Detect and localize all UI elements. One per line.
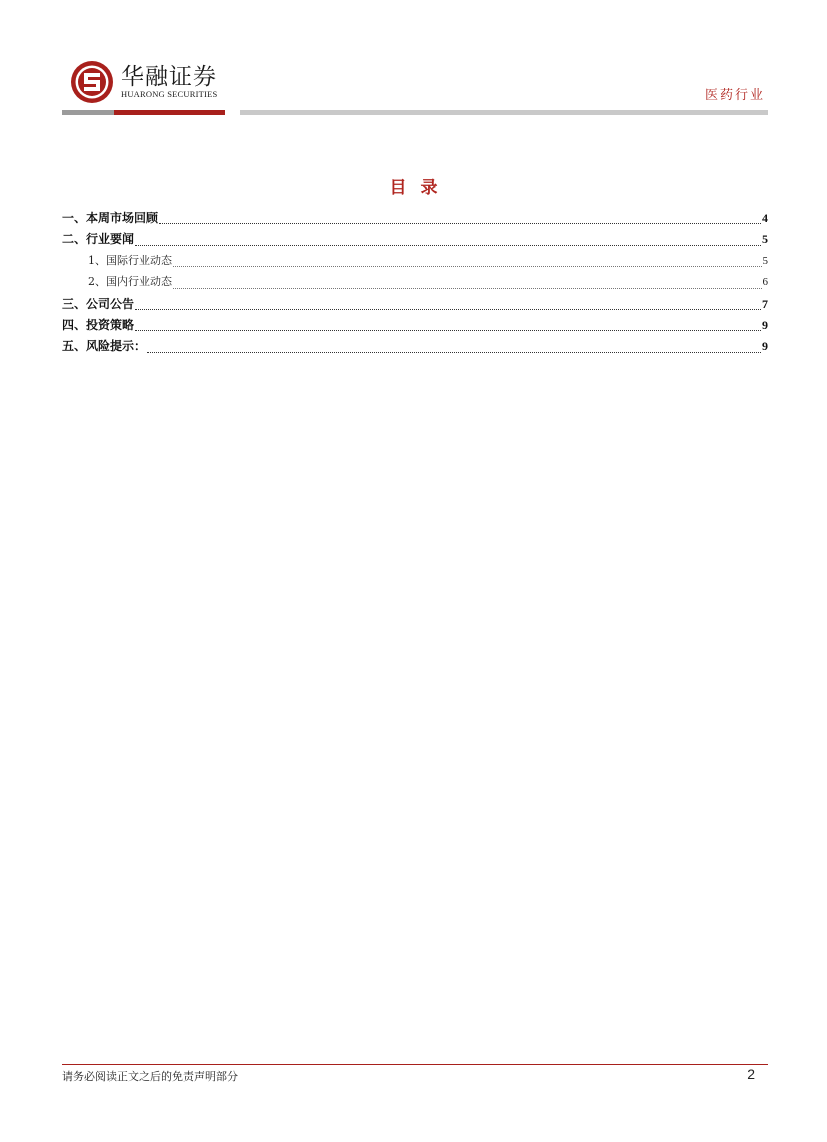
toc-entry-page: 5 (762, 232, 768, 247)
toc-entry-company-announcements[interactable] (62, 295, 768, 316)
toc-entry-page: 9 (762, 317, 768, 332)
brand-name-en: HUARONG SECURITIES (121, 89, 218, 99)
table-of-contents (62, 209, 768, 359)
toc-entry-page: 9 (762, 339, 768, 354)
toc-leader-dots (173, 288, 762, 289)
toc-entry-label: 三、公司公告 (62, 296, 135, 311)
toc-leader-dots (135, 245, 761, 246)
huarong-logo-icon (70, 60, 114, 104)
industry-label: 医药行业 (704, 88, 765, 103)
toc-entry-domestic-news[interactable] (62, 273, 768, 294)
toc-leader-dots (135, 309, 761, 310)
toc-entry-label: 一、本周市场回顾 (62, 211, 159, 225)
brand-name-cn: 华融证券 (121, 64, 217, 90)
toc-entry-label: 二、行业要闻 (62, 232, 135, 247)
toc-leader-dots (159, 223, 761, 224)
toc-entry-investment-strategy[interactable] (62, 316, 768, 337)
toc-leader-dots (135, 330, 761, 331)
toc-entry-risk-warning[interactable] (62, 337, 768, 358)
toc-entry-label: 五、风险提示： (62, 339, 147, 354)
toc-entry-label: 四、投资策略 (62, 317, 135, 332)
toc-entry-international-news[interactable] (62, 252, 768, 273)
page-number: 2 (747, 1066, 755, 1082)
footer-disclaimer: 请务必阅读正文之后的免责声明部分 (62, 1070, 238, 1083)
footer-divider (62, 1064, 768, 1065)
header-divider-gray-left (62, 110, 114, 115)
toc-leader-dots (173, 266, 762, 267)
header-divider-gray-right (240, 110, 768, 115)
toc-entry-page: 6 (762, 276, 768, 289)
toc-title: 目录 (389, 178, 452, 198)
toc-entry-label: 2、国内行业动态 (88, 275, 172, 289)
header-divider-red (114, 110, 225, 115)
toc-entry-page: 4 (762, 211, 768, 225)
toc-entry-market-review[interactable] (62, 209, 768, 230)
toc-entry-label: 1、国际行业动态 (88, 253, 172, 267)
toc-entry-industry-news[interactable] (62, 230, 768, 251)
toc-entry-page: 5 (762, 254, 768, 267)
toc-leader-dots (147, 352, 761, 353)
toc-entry-page: 7 (762, 296, 768, 311)
